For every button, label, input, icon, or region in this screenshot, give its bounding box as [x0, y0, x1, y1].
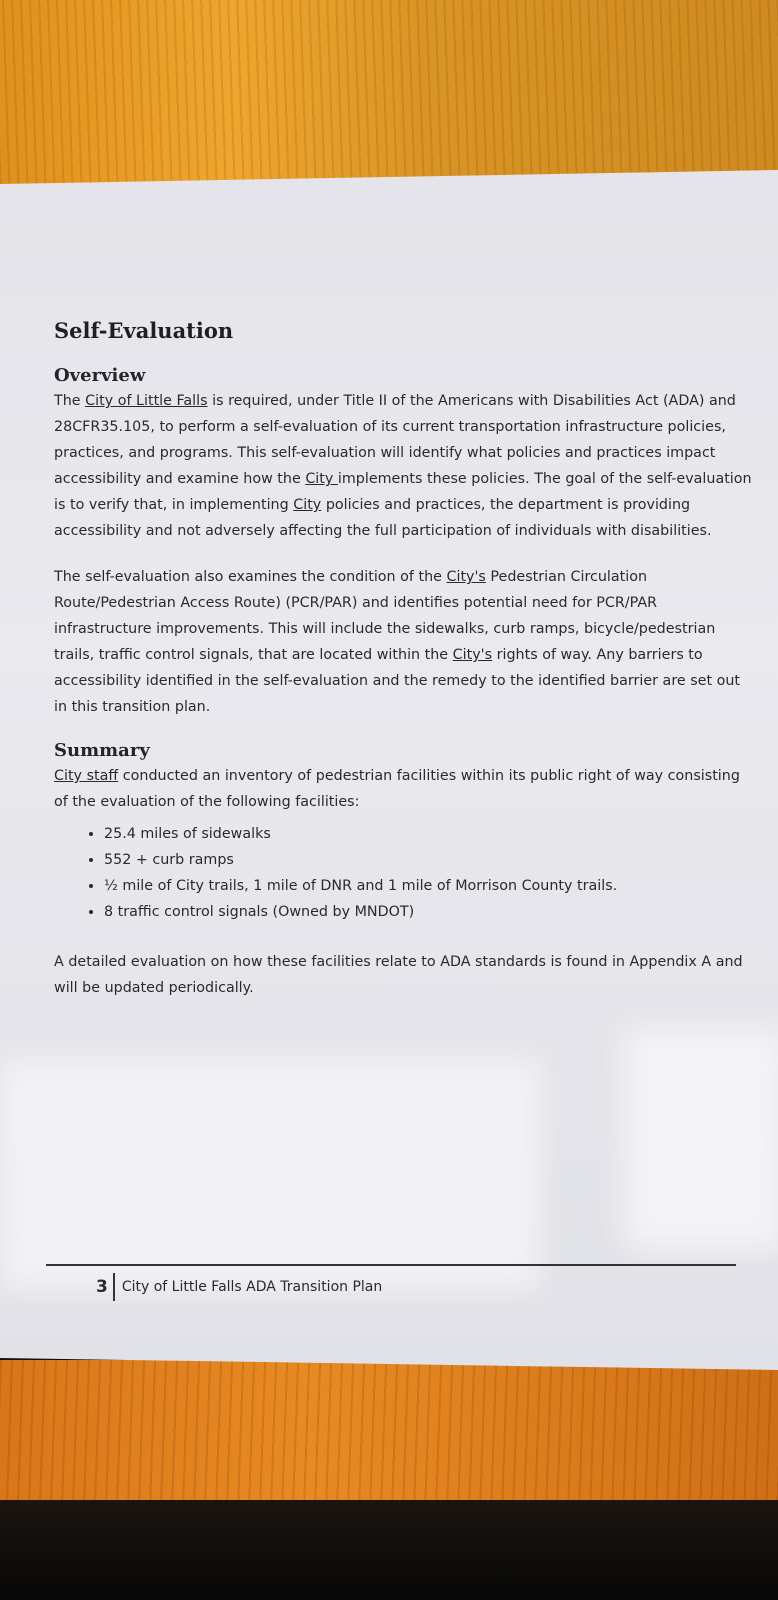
overview-paragraph-2: [54, 564, 754, 720]
list-item: • ½ mile of City trails, 1 mile of DNR and 1 mile of Morrison County trails.: [104, 873, 754, 899]
underlined-text: City staff: [54, 768, 119, 784]
text-run: The: [54, 393, 86, 409]
text-run: conducted an inventory of pedestrian facilities within its public right of way consisting of the evaluation of the following facilities:: [54, 768, 740, 810]
page-title: Self-Evaluation: [54, 318, 234, 343]
list-item: • 8 traffic control signals (Owned by MNDOT): [104, 899, 754, 925]
footer-divider: [46, 1264, 736, 1266]
overview-heading: Overview: [54, 365, 146, 386]
underlined-text: City of Little Falls: [85, 393, 208, 409]
page-content: [54, 318, 754, 1021]
summary-closing: A detailed evaluation on how these facilities relate to ADA standards is found in Appendix A and will be updated periodically.: [54, 954, 743, 996]
dark-floor: [0, 1500, 778, 1600]
wood-table-bottom: [0, 1360, 778, 1500]
underlined-text: City: [293, 497, 322, 513]
light-patch-left: [0, 1060, 540, 1290]
text-run: policies and practices, the department is providing accessibility and not adversely affecting the full participation of individuals with disabilities.: [54, 497, 712, 539]
facilities-list: [54, 821, 754, 925]
wood-table-top: [0, 0, 778, 200]
text-run: rights of way. Any barriers to accessibility identified in the self-evaluation and the remedy to the identified barrier are set out in this transition plan.: [54, 647, 741, 715]
underlined-text: City's: [446, 569, 486, 585]
overview-paragraph-1: [54, 388, 754, 544]
text-run: is required, under Title II of the Americans with Disabilities Act (ADA) and 28CFR35.105, to perform a self-evaluation of its current transportation infrastructure policies, practices, and programs. This self-evaluation will identify what policies and practices impact accessibility and examine how the: [54, 393, 736, 487]
light-patch-right: [625, 1030, 778, 1250]
summary-heading: Summary: [54, 740, 150, 761]
page-footer: [96, 1273, 382, 1301]
footer-separator: [113, 1273, 115, 1301]
list-item: • 25.4 miles of sidewalks: [104, 821, 754, 847]
underlined-text: City's: [452, 647, 493, 663]
text-run: implements these policies. The goal of the self-evaluation is to verify that, in implementing: [54, 471, 752, 513]
text-run: The self-evaluation also examines the condition of the: [54, 569, 447, 585]
text-run: Pedestrian Circulation Route/Pedestrian Access Route) (PCR/PAR) and identifies potential need for PCR/PAR infrastructure improvements. This will include the sidewalks, curb ramps, bicycle/pedestrian trails, traffic control signals, that are located within the: [54, 569, 716, 663]
page-number: 3: [96, 1277, 108, 1297]
list-item: • 552 + curb ramps: [104, 847, 754, 873]
summary-intro: [54, 763, 754, 815]
underlined-text: City: [305, 471, 338, 487]
footer-text: City of Little Falls ADA Transition Plan: [121, 1279, 383, 1295]
